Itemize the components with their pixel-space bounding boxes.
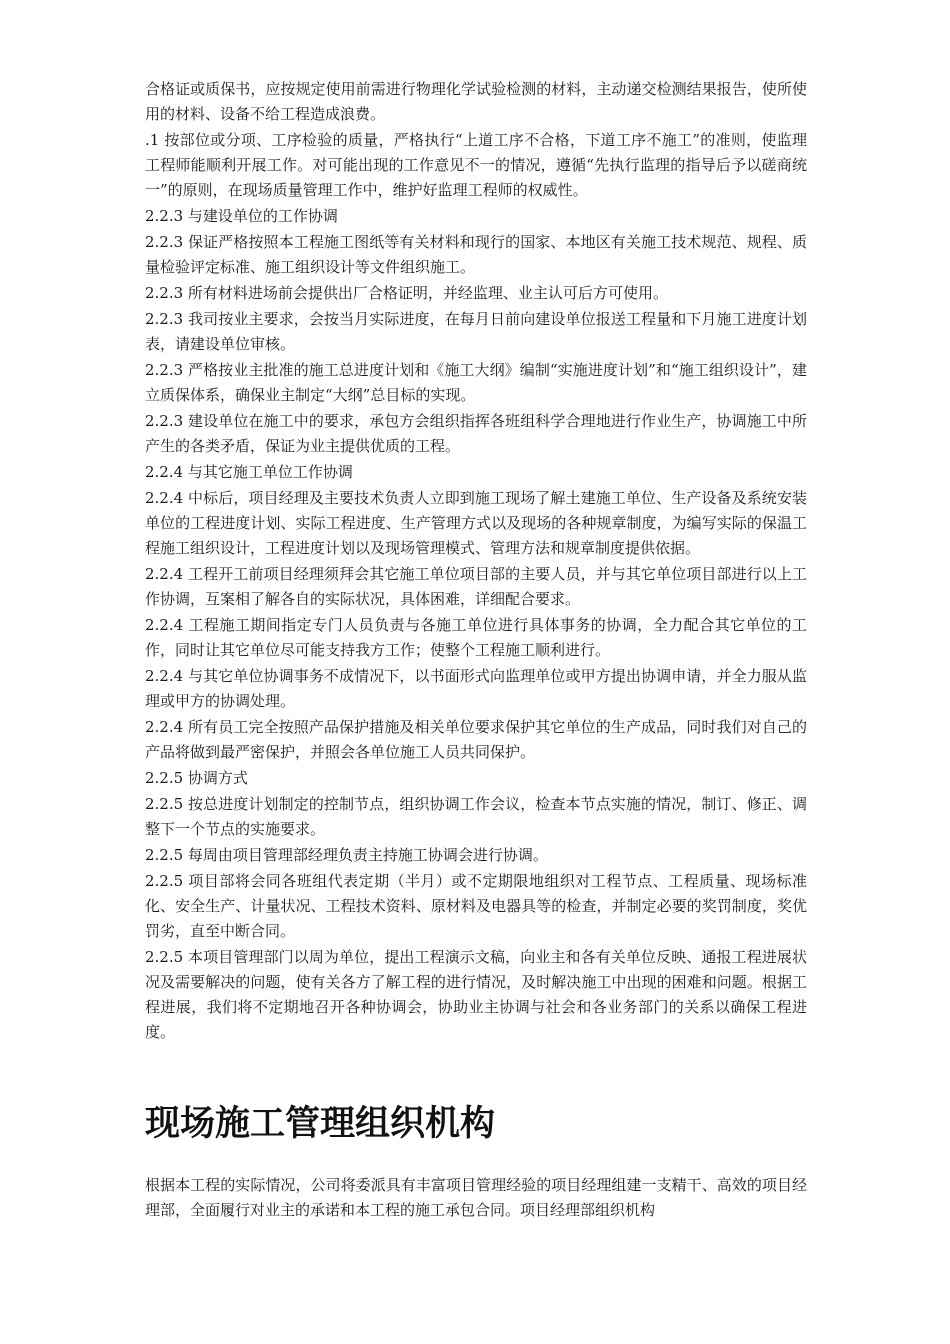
paragraph: 2.2.5 每周由项目管理部经理负责主持施工协调会进行协调。 xyxy=(145,846,548,864)
section-subheading: 2.2.4 与其它施工单位工作协调 xyxy=(145,463,353,481)
paragraph: 2.2.3 所有材料进场前会提供出厂合格证明，并经监理、业主认可后方可使用。 xyxy=(145,284,668,302)
paragraph: 2.2.4 与其它单位协调事务不成情况下，以书面形式向监理单位或甲方提出协调申请，并全力服从监理或甲方的协调处理。 xyxy=(145,667,807,710)
paragraph: 合格证或质保书，应按规定使用前需进行物理化学试验检测的材料，主动递交检测结果报告，使所使用的材料、设备不给工程造成浪费。 xyxy=(145,80,807,123)
paragraph: 2.2.4 所有员工完全按照产品保护措施及相关单位要求保护其它单位的生产成品，同时我们对自己的产品将做到最严密保护，并照会各单位施工人员共同保护。 xyxy=(145,718,807,761)
paragraph: 2.2.5 按总进度计划制定的控制节点，组织协调工作会议，检查本节点实施的情况，制订、修正、调整下一个节点的实施要求。 xyxy=(145,795,807,838)
paragraph: 2.2.3 保证严格按照本工程施工图纸等有关材料和现行的国家、本地区有关施工技术规范、规程、质量检验评定标准、施工组织设计等文件组织施工。 xyxy=(145,233,807,276)
paragraph: 2.2.3 我司按业主要求，会按当月实际进度，在每月日前向建设单位报送工程量和下月施工进度计划表，请建设单位审核。 xyxy=(145,310,807,353)
section-heading: 现场施工管理组织机构 xyxy=(145,1104,496,1144)
document-page xyxy=(145,77,807,1224)
paragraph: 2.2.3 建设单位在施工中的要求，承包方会组织指挥各班组科学合理地进行作业生产，协调施工中所产生的各类矛盾，保证为业主提供优质的工程。 xyxy=(145,412,807,455)
paragraph: 2.2.5 本项目管理部门以周为单位，提出工程演示文稿，向业主和各有关单位反映、通报工程进展状况及需要解决的问题，使有关各方了解工程的进行情况，及时解决施工中出现的困难和问题。根据工程进展，我们将不定期地召开各种协调会，协助业主协调与社会和各业务部门的关系以确保工程进度。 xyxy=(145,948,807,1041)
paragraph: 2.2.4 工程施工期间指定专门人员负责与各施工单位进行具体事务的协调，全力配合其它单位的工作，同时让其它单位尽可能支持我方工作；使整个工程施工顺利进行。 xyxy=(145,616,807,659)
paragraph: 2.2.4 工程开工前项目经理须拜会其它施工单位项目部的主要人员，并与其它单位项目部进行以上工作协调，互案相了解各自的实际状况，具体困难，详细配合要求。 xyxy=(145,565,807,608)
paragraph: 2.2.3 严格按业主批准的施工总进度计划和《施工大纲》编制“实施进度计划”和“施工组织设计”，建立质保体系，确保业主制定“大纲”总目标的实现。 xyxy=(145,361,807,404)
closing-paragraph: 根据本工程的实际情况，公司将委派具有丰富项目管理经验的项目经理组建一支精干、高效的项目经理部，全面履行对业主的承诺和本工程的施工承包合同。项目经理部组织机构 xyxy=(145,1176,807,1219)
paragraph: 2.2.5 项目部将会同各班组代表定期（半月）或不定期限地组织对工程节点、工程质量、现场标准化、安全生产、计量状况、工程技术资料、原材料及电器具等的检查，并制定必要的奖罚制度，奖优罚劣，直至中断合同。 xyxy=(145,872,807,940)
paragraph: 2.2.4 中标后，项目经理及主要技术负责人立即到施工现场了解土建施工单位、生产设备及系统安装单位的工程进度计划、实际工程进度、生产管理方式以及现场的各种规章制度，为编写实际的保温工程施工组织设计，工程进度计划以及现场管理模式、管理方法和规章制度提供依据。 xyxy=(145,489,807,557)
section-subheading: 2.2.3 与建设单位的工作协调 xyxy=(145,207,338,225)
paragraph: .1 按部位或分项、工序检验的质量，严格执行“上道工序不合格，下道工序不施工”的准则，使监理工程师能顺利开展工作。对可能出现的工作意见不一的情况，遵循“先执行监理的指导后予以磋商统一”的原则，在现场质量管理工作中，维护好监理工程师的权威性。 xyxy=(145,131,807,199)
section-subheading: 2.2.5 协调方式 xyxy=(145,769,248,787)
